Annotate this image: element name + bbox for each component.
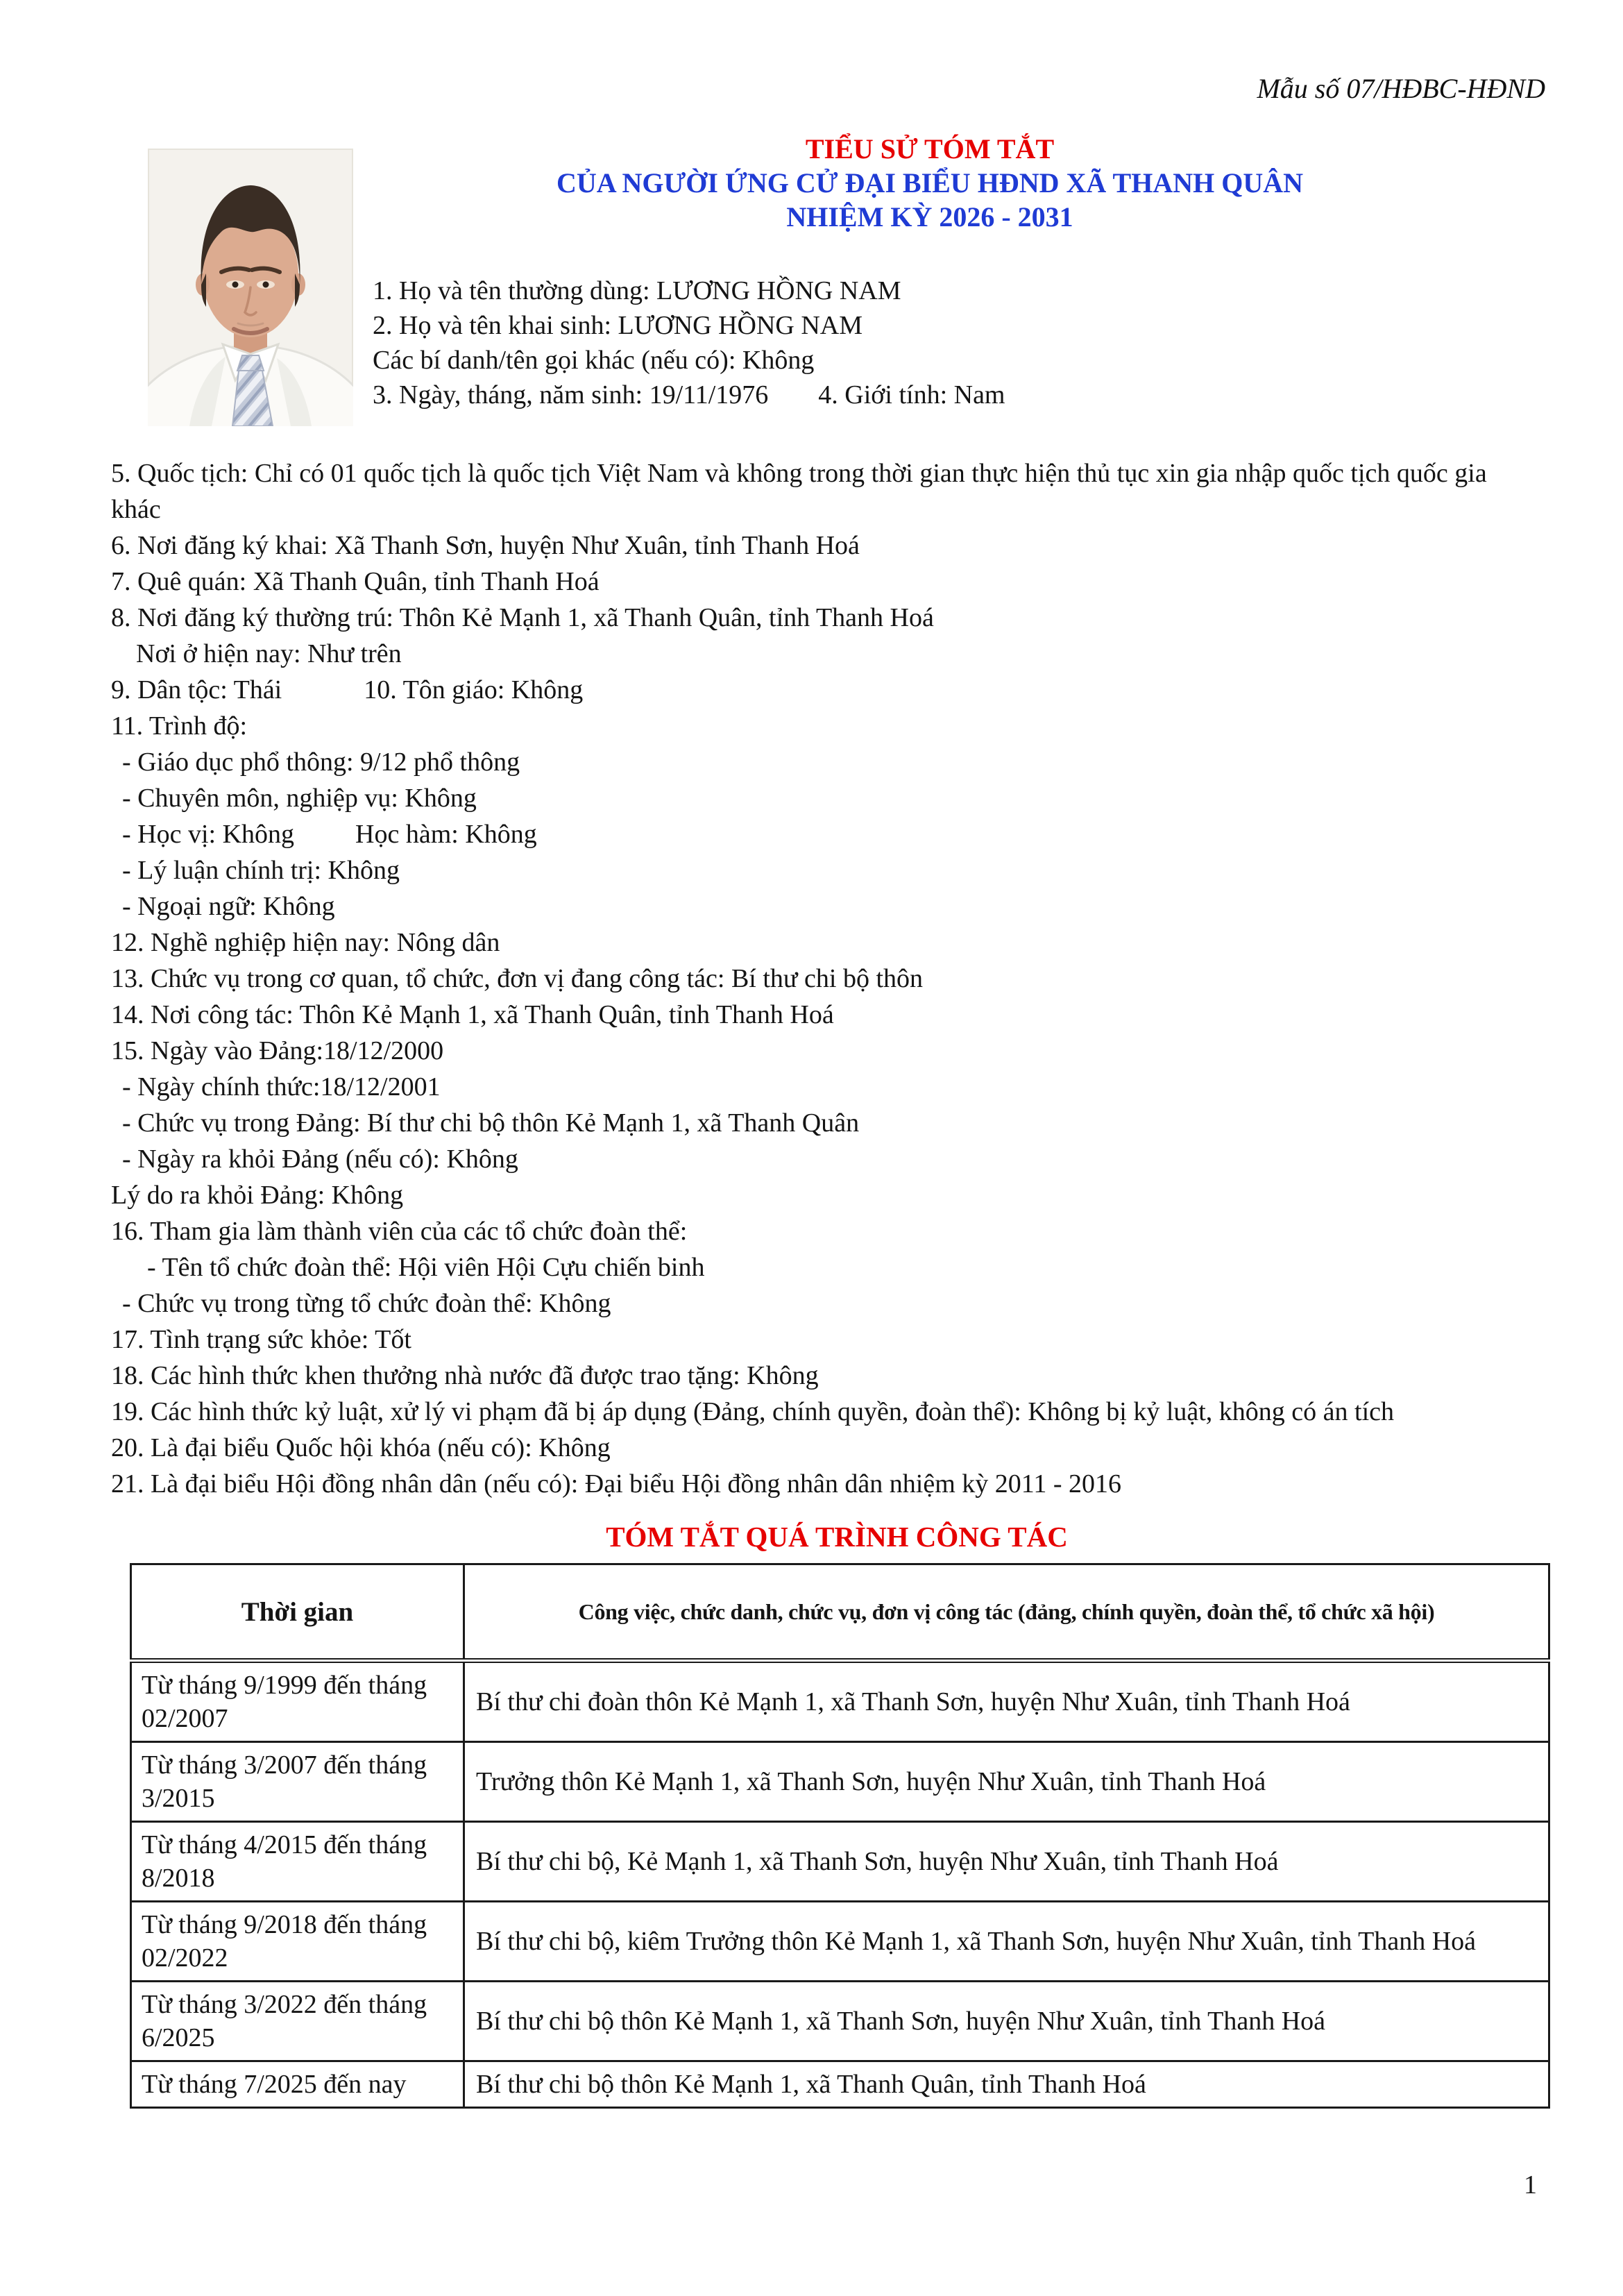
field-ethnicity: 9. Dân tộc: Thái bbox=[111, 675, 282, 704]
field-alias: Các bí danh/tên gọi khác (nếu có): Không bbox=[373, 346, 815, 375]
field-religion: 10. Tôn giáo: Không bbox=[364, 675, 584, 704]
field-permanent-residence: 8. Nơi đăng ký thường trú: Thôn Kẻ Mạnh 1, xã Thanh Quân, tỉnh Thanh Hoá bbox=[111, 603, 934, 632]
career-period: Từ tháng 3/2007 đến tháng 3/2015 bbox=[131, 1742, 464, 1822]
title-line-1: TIỂU SỬ TÓM TẮT bbox=[805, 133, 1055, 164]
field-general-education: - Giáo dục phổ thông: 9/12 phổ thông bbox=[122, 748, 520, 777]
career-period: Từ tháng 9/1999 đến tháng 02/2007 bbox=[131, 1661, 464, 1742]
table-row bbox=[131, 2061, 1549, 2108]
career-period: Từ tháng 4/2015 đến tháng 8/2018 bbox=[131, 1822, 464, 1902]
form-number: Mẫu số 07/HĐBC-HĐND bbox=[1257, 73, 1545, 104]
field-professional-training: - Chuyên môn, nghiệp vụ: Không bbox=[122, 784, 477, 813]
field-nationality: 5. Quốc tịch: Chỉ có 01 quốc tịch là quốc tịch Việt Nam và không trong thời gian thực hiện thủ tục xin gia nhập quốc tịch quốc gia khác bbox=[111, 459, 1487, 524]
field-birth-registration: 6. Nơi đăng ký khai: Xã Thanh Sơn, huyện Như Xuân, tỉnh Thanh Hoá bbox=[111, 531, 860, 560]
field-birth-name: 2. Họ và tên khai sinh: LƯƠNG HỒNG NAM bbox=[373, 311, 863, 340]
field-ethnicity-religion bbox=[111, 672, 1563, 708]
career-role: Bí thư chi đoàn thôn Kẻ Mạnh 1, xã Thanh Sơn, huyện Như Xuân, tỉnh Thanh Hoá bbox=[464, 1661, 1549, 1742]
field-party-position: - Chức vụ trong Đảng: Bí thư chi bộ thôn Kẻ Mạnh 1, xã Thanh Quân bbox=[122, 1108, 860, 1138]
field-party-official-date: - Ngày chính thức:18/12/2001 bbox=[122, 1072, 441, 1101]
career-table bbox=[130, 1563, 1550, 2109]
portrait-illustration bbox=[148, 149, 353, 426]
field-party-join-date: 15. Ngày vào Đảng:18/12/2000 bbox=[111, 1036, 444, 1065]
document-title bbox=[361, 132, 1499, 234]
career-role: Bí thư chi bộ, kiêm Trưởng thôn Kẻ Mạnh 1, xã Thanh Sơn, huyện Như Xuân, tỉnh Thanh Hoá bbox=[464, 1902, 1549, 1982]
field-current-residence: Nơi ở hiện nay: Như trên bbox=[136, 639, 402, 668]
career-period: Từ tháng 3/2022 đến tháng 6/2025 bbox=[131, 1982, 464, 2061]
career-period: Từ tháng 9/2018 đến tháng 02/2022 bbox=[131, 1902, 464, 1982]
table-row bbox=[131, 1982, 1549, 2061]
table-row bbox=[131, 1742, 1549, 1822]
page-number: 1 bbox=[1524, 2170, 1537, 2200]
field-discipline: 19. Các hình thức kỷ luật, xử lý vi phạm đã bị áp dụng (Đảng, chính quyền, đoàn thể): Không bị kỷ luật, không có án tích bbox=[111, 1397, 1395, 1426]
table-row bbox=[131, 1661, 1549, 1742]
field-education-level: 11. Trình độ: bbox=[111, 711, 248, 741]
candidate-photo bbox=[148, 149, 353, 426]
column-header-time: Thời gian bbox=[131, 1564, 464, 1661]
career-role: Bí thư chi bộ thôn Kẻ Mạnh 1, xã Thanh Sơn, huyện Như Xuân, tỉnh Thanh Hoá bbox=[464, 1982, 1549, 2061]
field-party-leave-reason: Lý do ra khỏi Đảng: Không bbox=[111, 1181, 404, 1210]
column-header-work: Công việc, chức danh, chức vụ, đơn vị công tác (đảng, chính quyền, đoàn thể, tổ chức xã hội) bbox=[464, 1564, 1549, 1661]
title-line-2: CỦA NGƯỜI ỨNG CỬ ĐẠI BIỂU HĐND XÃ THANH QUÂN bbox=[556, 167, 1303, 199]
field-degree: - Học vị: Không bbox=[122, 820, 295, 849]
career-table-header-row bbox=[131, 1564, 1549, 1661]
field-hometown: 7. Quê quán: Xã Thanh Quân, tỉnh Thanh Hoá bbox=[111, 567, 600, 596]
field-workplace: 14. Nơi công tác: Thôn Kẻ Mạnh 1, xã Thanh Quân, tỉnh Thanh Hoá bbox=[111, 1000, 834, 1029]
career-role: Bí thư chi bộ, Kẻ Mạnh 1, xã Thanh Sơn, huyện Như Xuân, tỉnh Thanh Hoá bbox=[464, 1822, 1549, 1902]
field-council-deputy: 21. Là đại biểu Hội đồng nhân dân (nếu có): Đại biểu Hội đồng nhân dân nhiệm kỳ 2011 - 2016 bbox=[111, 1469, 1122, 1499]
field-organization-name: - Tên tổ chức đoàn thể: Hội viên Hội Cựu chiến binh bbox=[147, 1253, 705, 1282]
field-academic-title: Học hàm: Không bbox=[355, 820, 537, 849]
details-list bbox=[111, 455, 1563, 1502]
field-degree-title bbox=[111, 816, 1563, 852]
personal-info-block bbox=[373, 273, 1005, 412]
table-row bbox=[131, 1822, 1549, 1902]
field-dob-gender bbox=[373, 378, 1005, 412]
field-party-leave-date: - Ngày ra khỏi Đảng (nếu có): Không bbox=[122, 1145, 518, 1174]
career-role: Bí thư chi bộ thôn Kẻ Mạnh 1, xã Thanh Quân, tỉnh Thanh Hoá bbox=[464, 2061, 1549, 2108]
table-row bbox=[131, 1902, 1549, 1982]
field-common-name: 1. Họ và tên thường dùng: LƯƠNG HỒNG NAM bbox=[373, 276, 901, 305]
field-gender: 4. Giới tính: Nam bbox=[818, 380, 1005, 410]
title-line-3: NHIỆM KỲ 2026 - 2031 bbox=[786, 201, 1073, 233]
field-organizations: 16. Tham gia làm thành viên của các tổ chức đoàn thể: bbox=[111, 1217, 688, 1246]
career-role: Trưởng thôn Kẻ Mạnh 1, xã Thanh Sơn, huyện Như Xuân, tỉnh Thanh Hoá bbox=[464, 1742, 1549, 1822]
career-period: Từ tháng 7/2025 đến nay bbox=[131, 2061, 464, 2108]
field-dob: 3. Ngày, tháng, năm sinh: 19/11/1976 bbox=[373, 380, 769, 410]
career-section-heading: TÓM TẮT QUÁ TRÌNH CÔNG TÁC bbox=[606, 1521, 1068, 1553]
field-health-status: 17. Tình trạng sức khỏe: Tốt bbox=[111, 1325, 411, 1354]
field-na-deputy: 20. Là đại biểu Quốc hội khóa (nếu có): Không bbox=[111, 1433, 611, 1462]
field-position: 13. Chức vụ trong cơ quan, tổ chức, đơn vị đang công tác: Bí thư chi bộ thôn bbox=[111, 964, 924, 993]
field-organization-position: - Chức vụ trong từng tổ chức đoàn thể: Không bbox=[122, 1289, 611, 1318]
field-foreign-language: - Ngoại ngữ: Không bbox=[122, 892, 335, 921]
field-occupation: 12. Nghề nghiệp hiện nay: Nông dân bbox=[111, 928, 500, 957]
field-political-theory: - Lý luận chính trị: Không bbox=[122, 856, 400, 885]
field-awards: 18. Các hình thức khen thưởng nhà nước đã được trao tặng: Không bbox=[111, 1361, 819, 1390]
